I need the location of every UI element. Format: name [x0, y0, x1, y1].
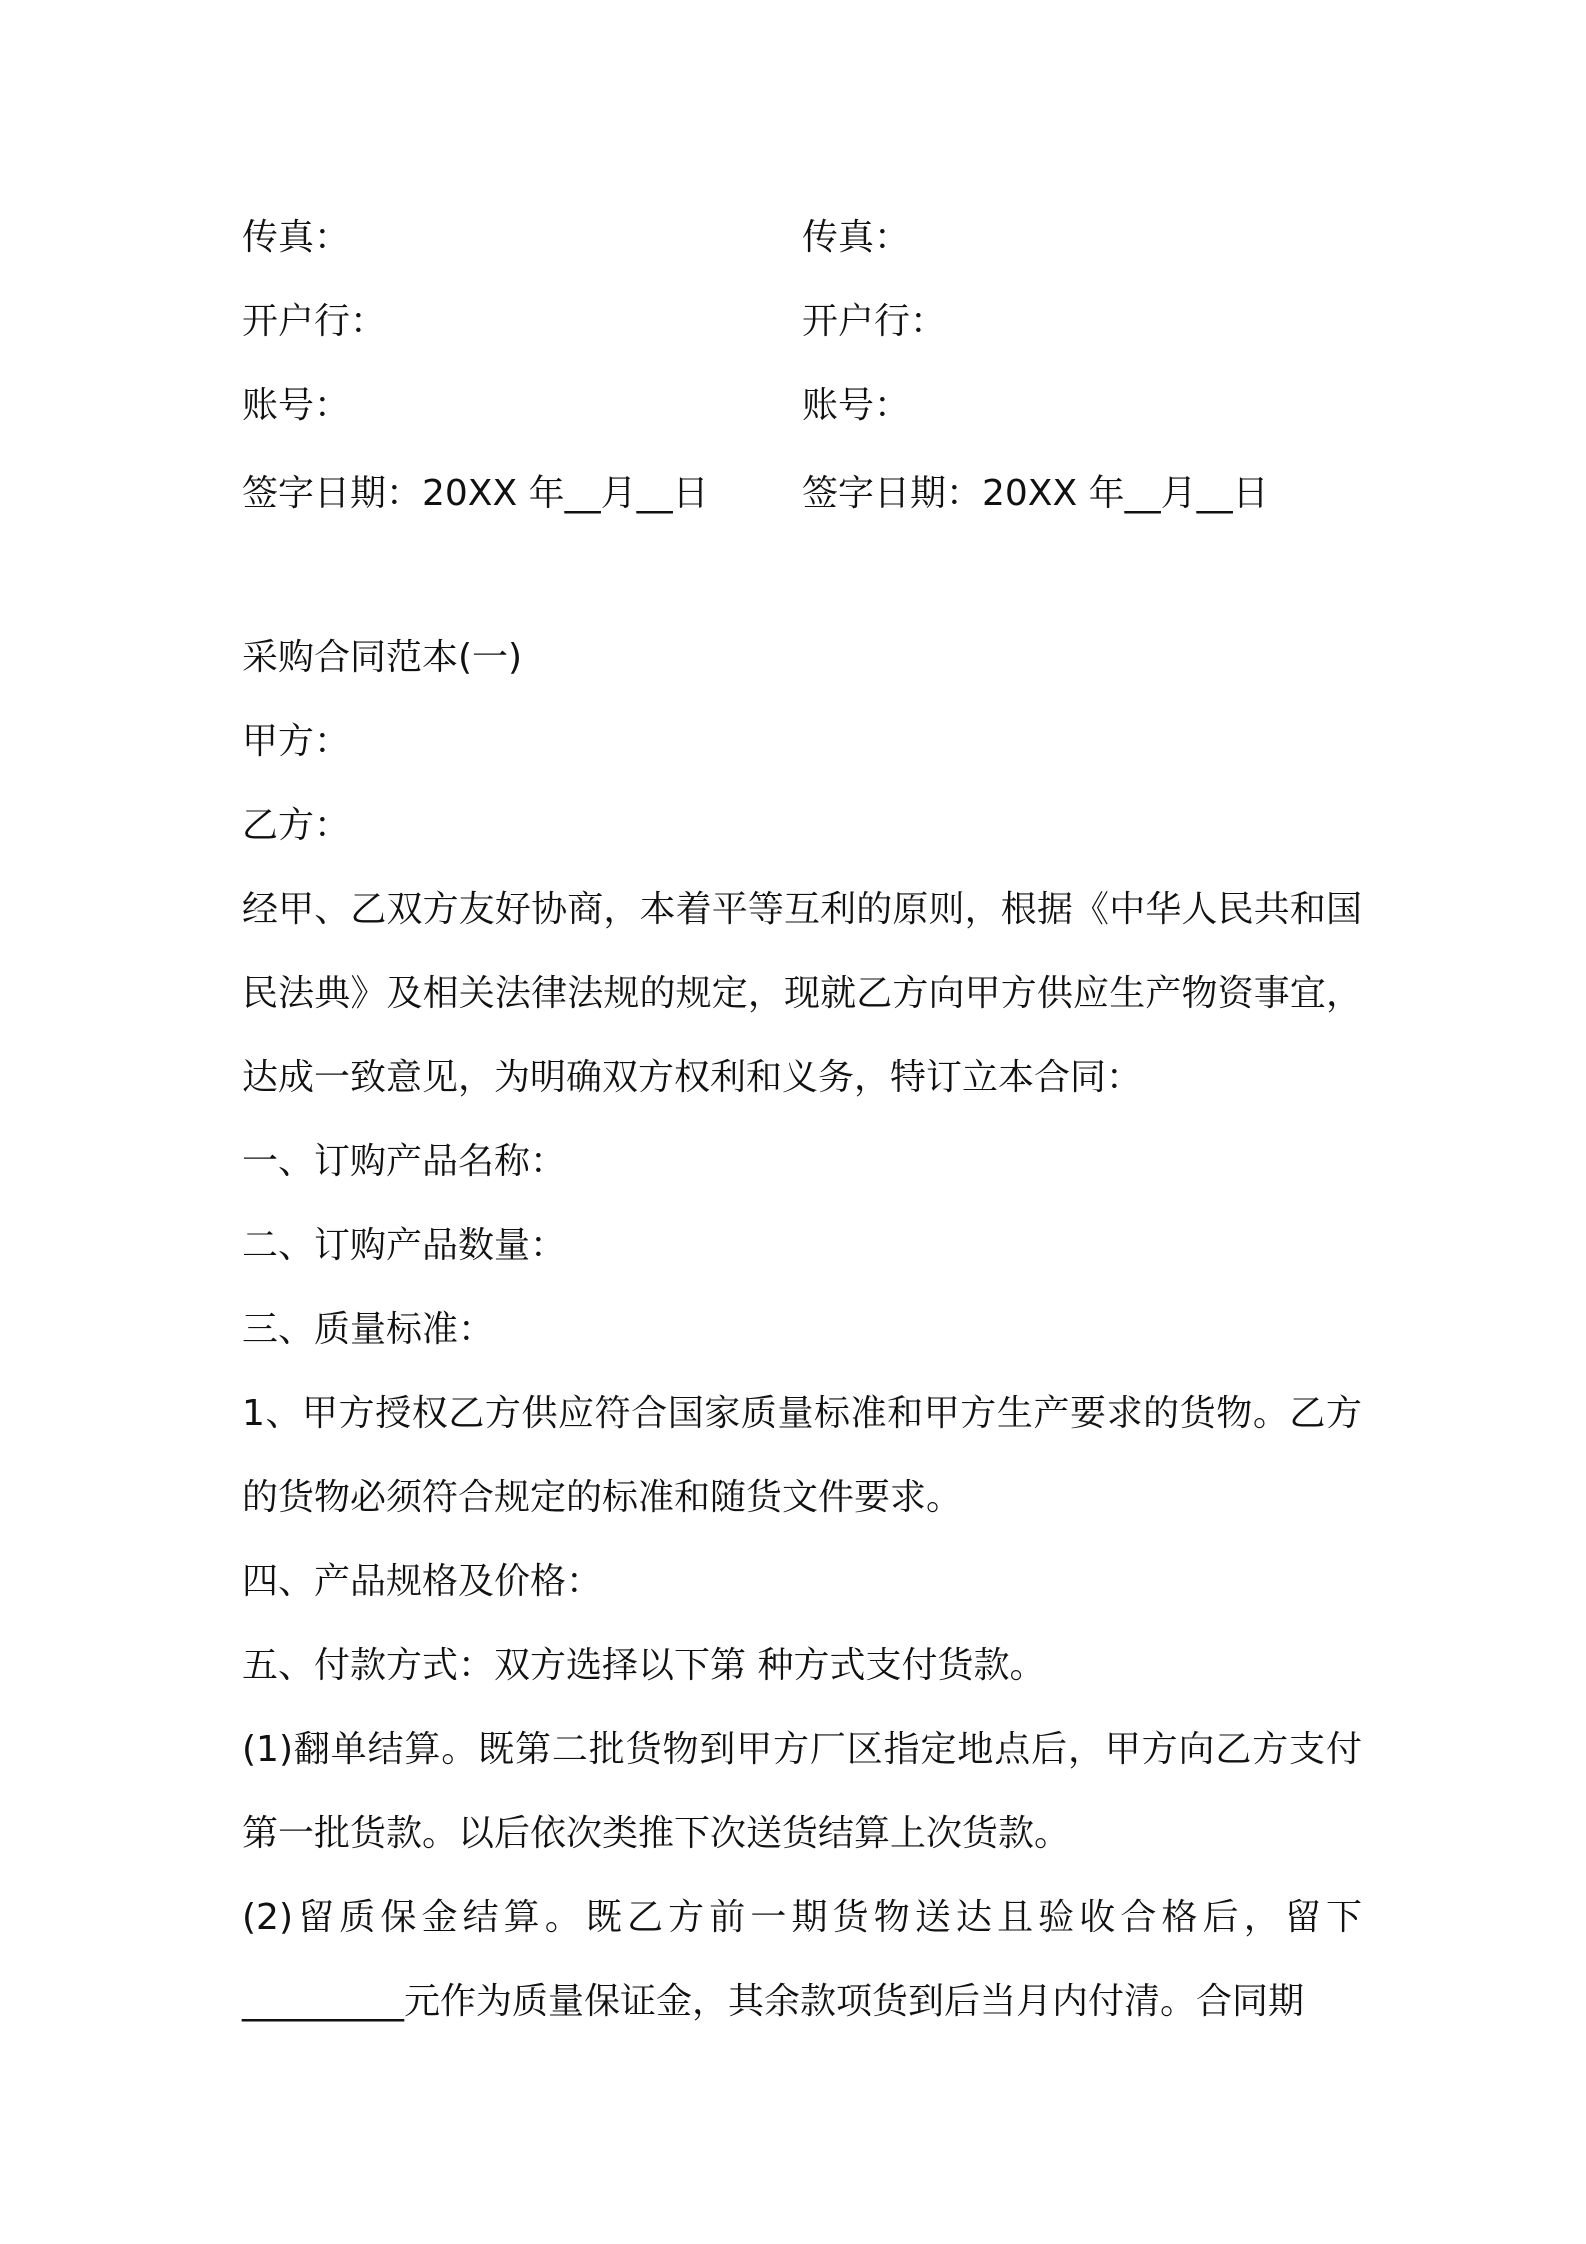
party-b-label: 乙方：	[242, 805, 351, 846]
clause-payment-method: 五、付款方式：双方选择以下第 种方式支付货款。	[242, 1645, 1046, 1686]
party-a-account: 账号：	[242, 385, 351, 426]
signature-row-bank	[242, 280, 1362, 364]
party-a-bank: 开户行：	[242, 301, 387, 342]
signature-row-fax	[242, 196, 1362, 280]
contract-title: 采购合同范本(一)	[242, 637, 523, 678]
signature-row-date	[242, 448, 1362, 540]
signature-row-account	[242, 364, 1362, 448]
party-b-bank: 开户行：	[802, 301, 947, 342]
section-spacer	[242, 540, 1362, 616]
clause-quality-standard: 三、质量标准：	[242, 1309, 495, 1350]
payment-option-1: (1)翻单结算。既第二批货物到甲方厂区指定地点后，甲方向乙方支付第一批货款。以后依次类推下次送货结算上次货款。	[242, 1729, 1362, 1854]
clause-product-name: 一、订购产品名称：	[242, 1141, 567, 1182]
party-b-account: 账号：	[802, 385, 911, 426]
document-content	[242, 196, 1362, 2044]
contract-preamble: 经甲、乙双方友好协商，本着平等互利的原则，根据《中华人民共和国民法典》及相关法律法规的规定，现就乙方向甲方供应生产物资事宜，达成一致意见，为明确双方权利和义务，特订立本合同：	[242, 889, 1362, 1098]
party-a-label: 甲方：	[242, 721, 351, 762]
party-b-fax: 传真：	[802, 217, 911, 258]
clause-spec-price: 四、产品规格及价格：	[242, 1561, 603, 1602]
clause-product-quantity: 二、订购产品数量：	[242, 1225, 567, 1266]
party-a-fax: 传真：	[242, 217, 351, 258]
payment-option-2: (2)留质保金结算。既乙方前一期货物送达且验收合格后，留下_________元作为质量保证金，其余款项货到后当月内付清。合同期	[242, 1897, 1362, 2022]
party-a-sign-date: 签字日期：20XX 年__月__日	[242, 473, 709, 514]
clause-quality-item-1: 1、甲方授权乙方供应符合国家质量标准和甲方生产要求的货物。乙方的货物必须符合规定的标准和随货文件要求。	[242, 1393, 1362, 1518]
party-b-sign-date: 签字日期：20XX 年__月__日	[802, 473, 1269, 514]
